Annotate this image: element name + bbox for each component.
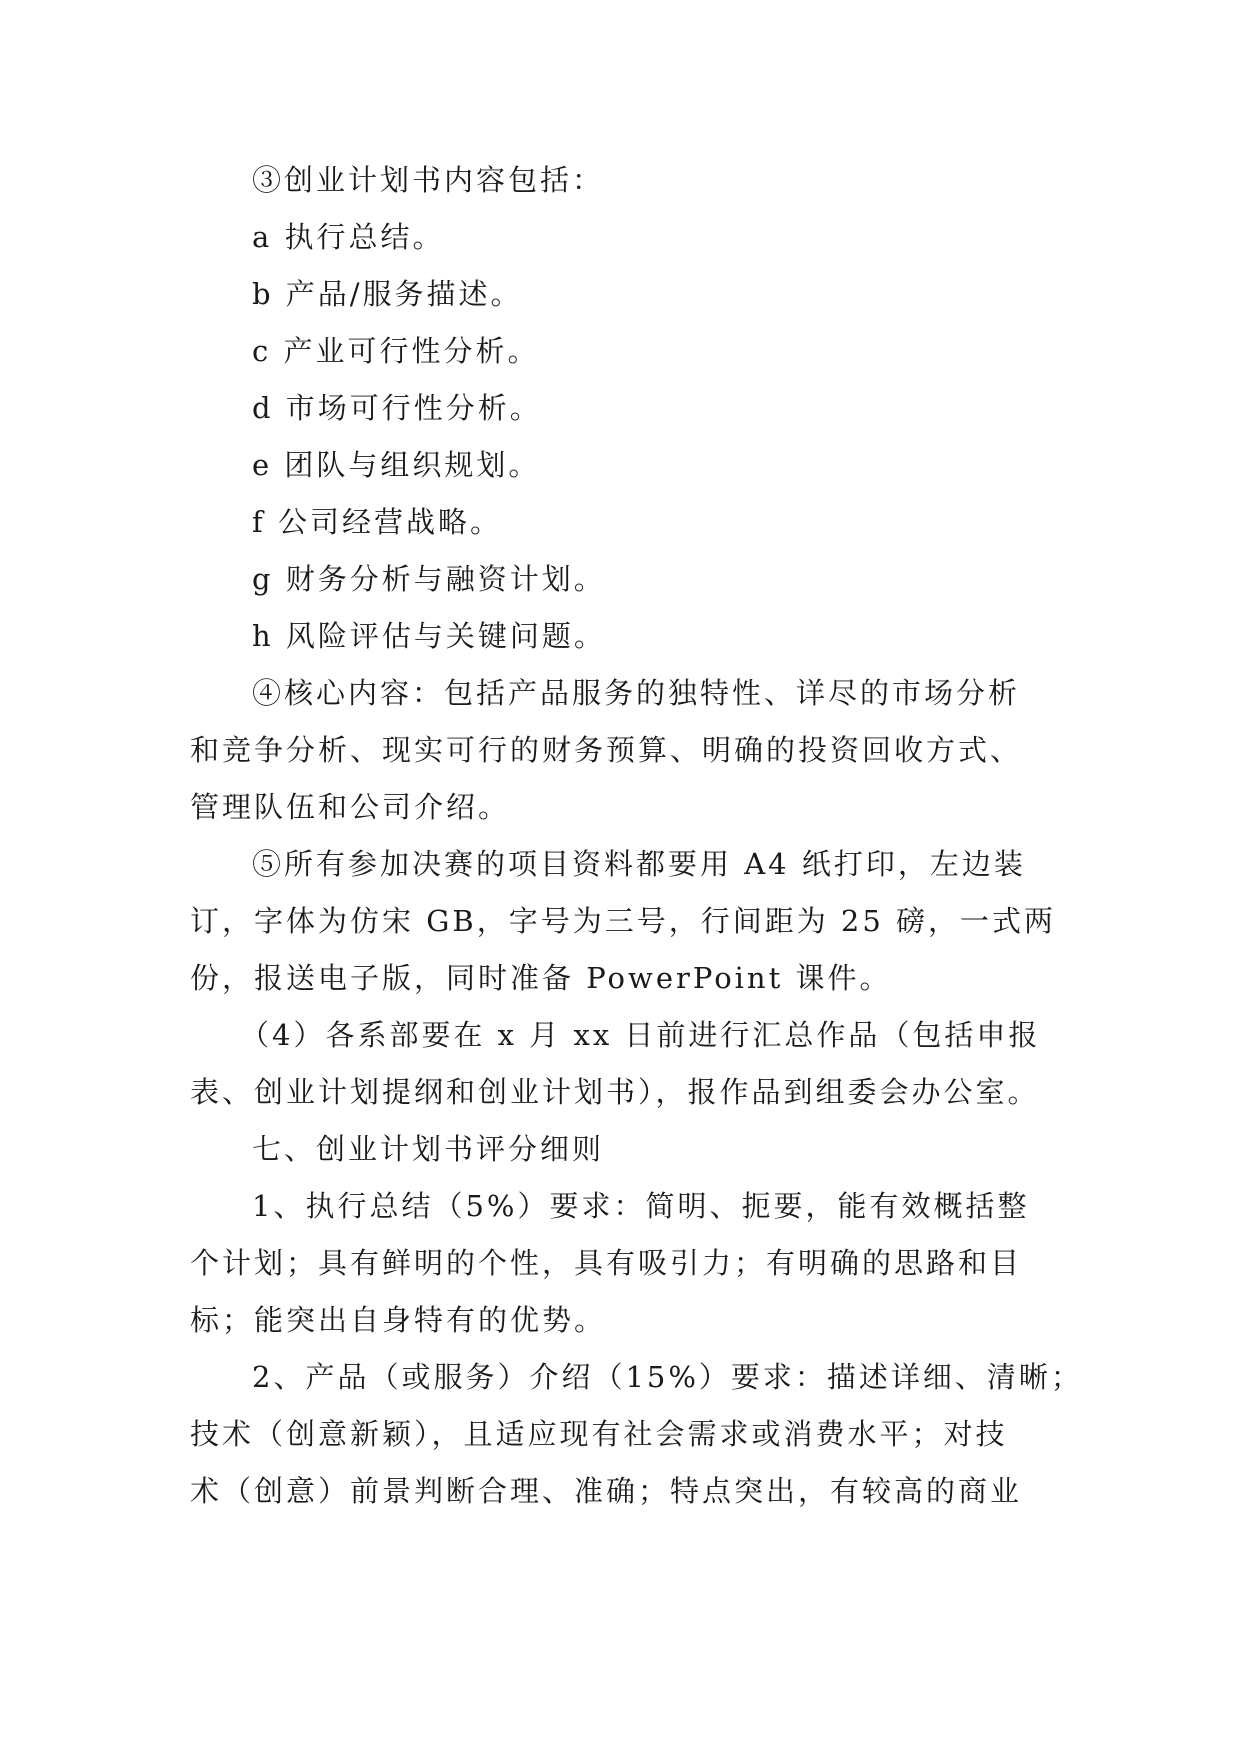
paragraph-line: 标；能突出自身特有的优势。 bbox=[190, 1303, 607, 1337]
paragraph-line: ⑤所有参加决赛的项目资料都要用 A4 纸打印，左边装 bbox=[252, 847, 1026, 881]
list-heading: ③创业计划书内容包括： bbox=[252, 163, 605, 197]
paragraph-line: 订，字体为仿宋 GB，字号为三号，行间距为 25 磅，一式两 bbox=[190, 904, 1057, 938]
list-item: a 执行总结。 bbox=[252, 220, 445, 254]
paragraph-line: 管理队伍和公司介绍。 bbox=[190, 790, 511, 824]
paragraph-line: 技术（创意新颖），且适应现有社会需求或消费水平；对技 bbox=[190, 1417, 1008, 1451]
list-item: f 公司经营战略。 bbox=[252, 505, 502, 539]
paragraph-line: 1、执行总结（5%）要求：简明、扼要，能有效概括整 bbox=[252, 1189, 1030, 1223]
list-item: h 风险评估与关键问题。 bbox=[252, 619, 606, 653]
list-item: c 产业可行性分析。 bbox=[252, 334, 540, 368]
paragraph-line: 表、创业计划提纲和创业计划书），报作品到组委会办公室。 bbox=[190, 1075, 1040, 1109]
paragraph-line: （4）各系部要在 x 月 xx 日前进行汇总作品（包括申报 bbox=[240, 1018, 1041, 1052]
paragraph-line: 个计划；具有鲜明的个性，具有吸引力；有明确的思路和目 bbox=[190, 1246, 1023, 1280]
list-item: g 财务分析与融资计划。 bbox=[252, 562, 606, 596]
paragraph-line: 份，报送电子版，同时准备 PowerPoint 课件。 bbox=[190, 961, 892, 995]
paragraph-line: 术（创意）前景判断合理、准确；特点突出，有较高的商业 bbox=[190, 1474, 1023, 1508]
list-item: e 团队与组织规划。 bbox=[252, 448, 541, 482]
section-heading: 七、创业计划书评分细则 bbox=[252, 1132, 605, 1166]
paragraph-line: ④核心内容：包括产品服务的独特性、详尽的市场分析 bbox=[252, 676, 1021, 710]
list-item: b 产品/服务描述。 bbox=[252, 277, 523, 311]
list-item: d 市场可行性分析。 bbox=[252, 391, 542, 425]
paragraph-line: 和竞争分析、现实可行的财务预算、明确的投资回收方式、 bbox=[190, 733, 1023, 767]
paragraph-line: 2、产品（或服务）介绍（15%）要求：描述详细、清晰； bbox=[252, 1360, 1083, 1394]
